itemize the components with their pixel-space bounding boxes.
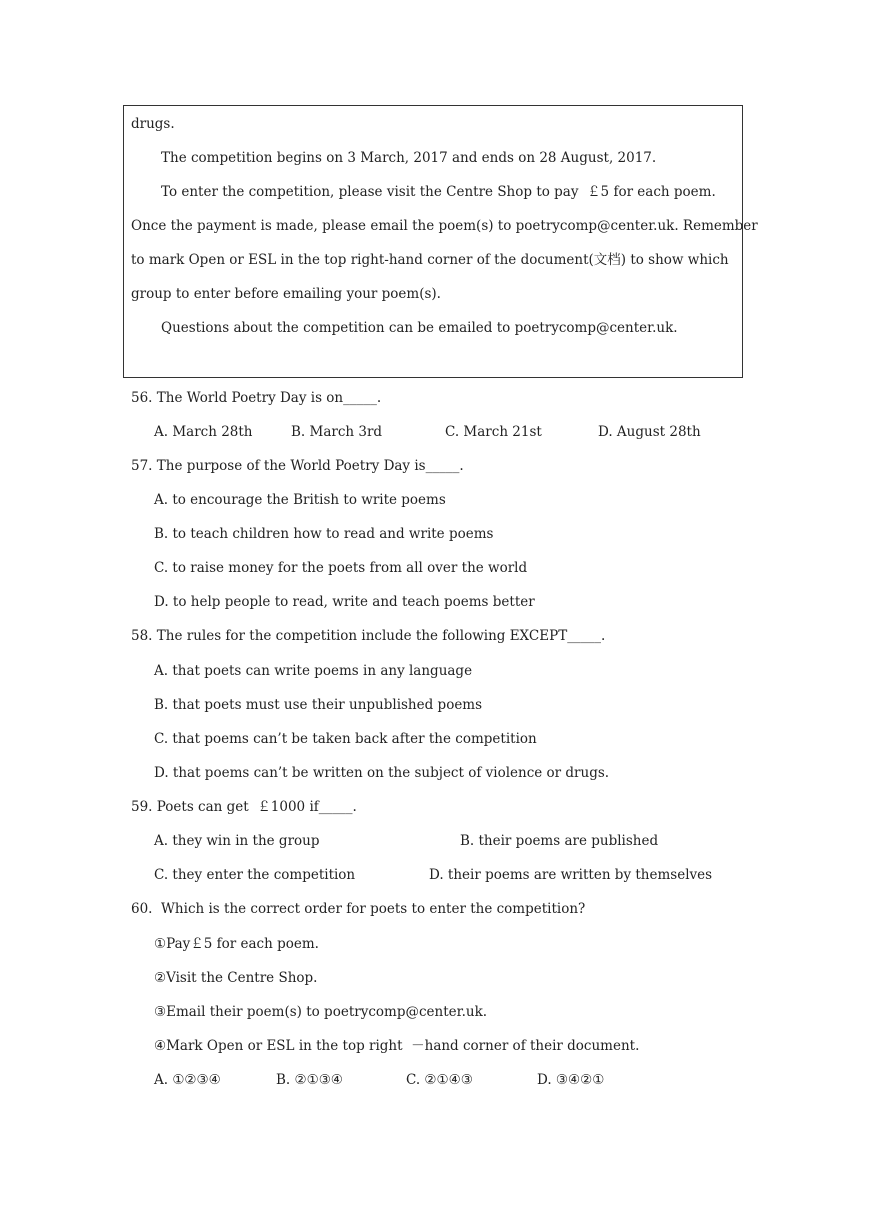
question-57-option-d: D. to help people to read, write and teach poems better	[154, 594, 535, 610]
question-59-option-a: A. they win in the group	[154, 833, 320, 849]
question-57-option-a: A. to encourage the British to write poems	[154, 492, 446, 508]
question-59-option-d: D. their poems are written by themselves	[429, 867, 713, 883]
passage-line-drugs: drugs.	[131, 116, 175, 132]
question-60-option-a: A. ①②③④	[154, 1072, 221, 1088]
question-60-stem: 60. Which is the correct order for poets to enter the competition?	[131, 901, 586, 917]
question-57-option-c: C. to raise money for the poets from all over the world	[154, 560, 528, 576]
passage-competition-dates: The competition begins on 3 March, 2017 and ends on 28 August, 2017.	[161, 150, 657, 166]
question-59-option-b: B. their poems are published	[460, 833, 659, 849]
question-60-option-c: C. ②①④③	[406, 1072, 473, 1088]
question-60-step-3: ③Email their poem(s) to poetrycomp@center.uk.	[154, 1004, 488, 1020]
question-59-option-c: C. they enter the competition	[154, 867, 356, 883]
question-58-option-d: D. that poems can’t be written on the subject of violence or drugs.	[154, 765, 610, 781]
question-60-option-d: D. ③④②①	[537, 1072, 605, 1088]
question-56-option-c: C. March 21st	[445, 424, 542, 440]
question-56-stem: 56. The World Poetry Day is on_____.	[131, 390, 382, 406]
question-57-stem: 57. The purpose of the World Poetry Day is_____.	[131, 458, 464, 474]
passage-entry-line-4: group to enter before emailing your poem(s).	[131, 286, 441, 302]
question-57-option-b: B. to teach children how to read and write poems	[154, 526, 494, 542]
passage-entry-line-3: to mark Open or ESL in the top right-hand corner of the document(文档) to show which	[131, 252, 729, 268]
question-56-option-b: B. March 3rd	[291, 424, 383, 440]
question-60-step-2: ②Visit the Centre Shop.	[154, 970, 318, 986]
question-58-option-a: A. that poets can write poems in any language	[154, 663, 473, 679]
question-60-option-b: B. ②①③④	[276, 1072, 343, 1088]
question-58-stem: 58. The rules for the competition include the following EXCEPT_____.	[131, 628, 606, 644]
passage-entry-line-2: Once the payment is made, please email the poem(s) to poetrycomp@center.uk. Remember	[131, 218, 758, 234]
question-56-option-d: D. August 28th	[598, 424, 701, 440]
passage-box	[123, 105, 743, 378]
question-58-option-b: B. that poets must use their unpublished poems	[154, 697, 483, 713]
passage-entry-line-1: To enter the competition, please visit the Centre Shop to pay ￡5 for each poem.	[161, 184, 716, 200]
question-60-step-1: ①Pay￡5 for each poem.	[154, 936, 319, 952]
question-59-stem: 59. Poets can get ￡1000 if_____.	[131, 799, 357, 815]
question-58-option-c: C. that poems can’t be taken back after the competition	[154, 731, 537, 747]
question-60-step-4: ④Mark Open or ESL in the top right －hand corner of their document.	[154, 1038, 640, 1054]
question-56-option-a: A. March 28th	[154, 424, 253, 440]
passage-questions-contact: Questions about the competition can be emailed to poetrycomp@center.uk.	[161, 320, 678, 336]
